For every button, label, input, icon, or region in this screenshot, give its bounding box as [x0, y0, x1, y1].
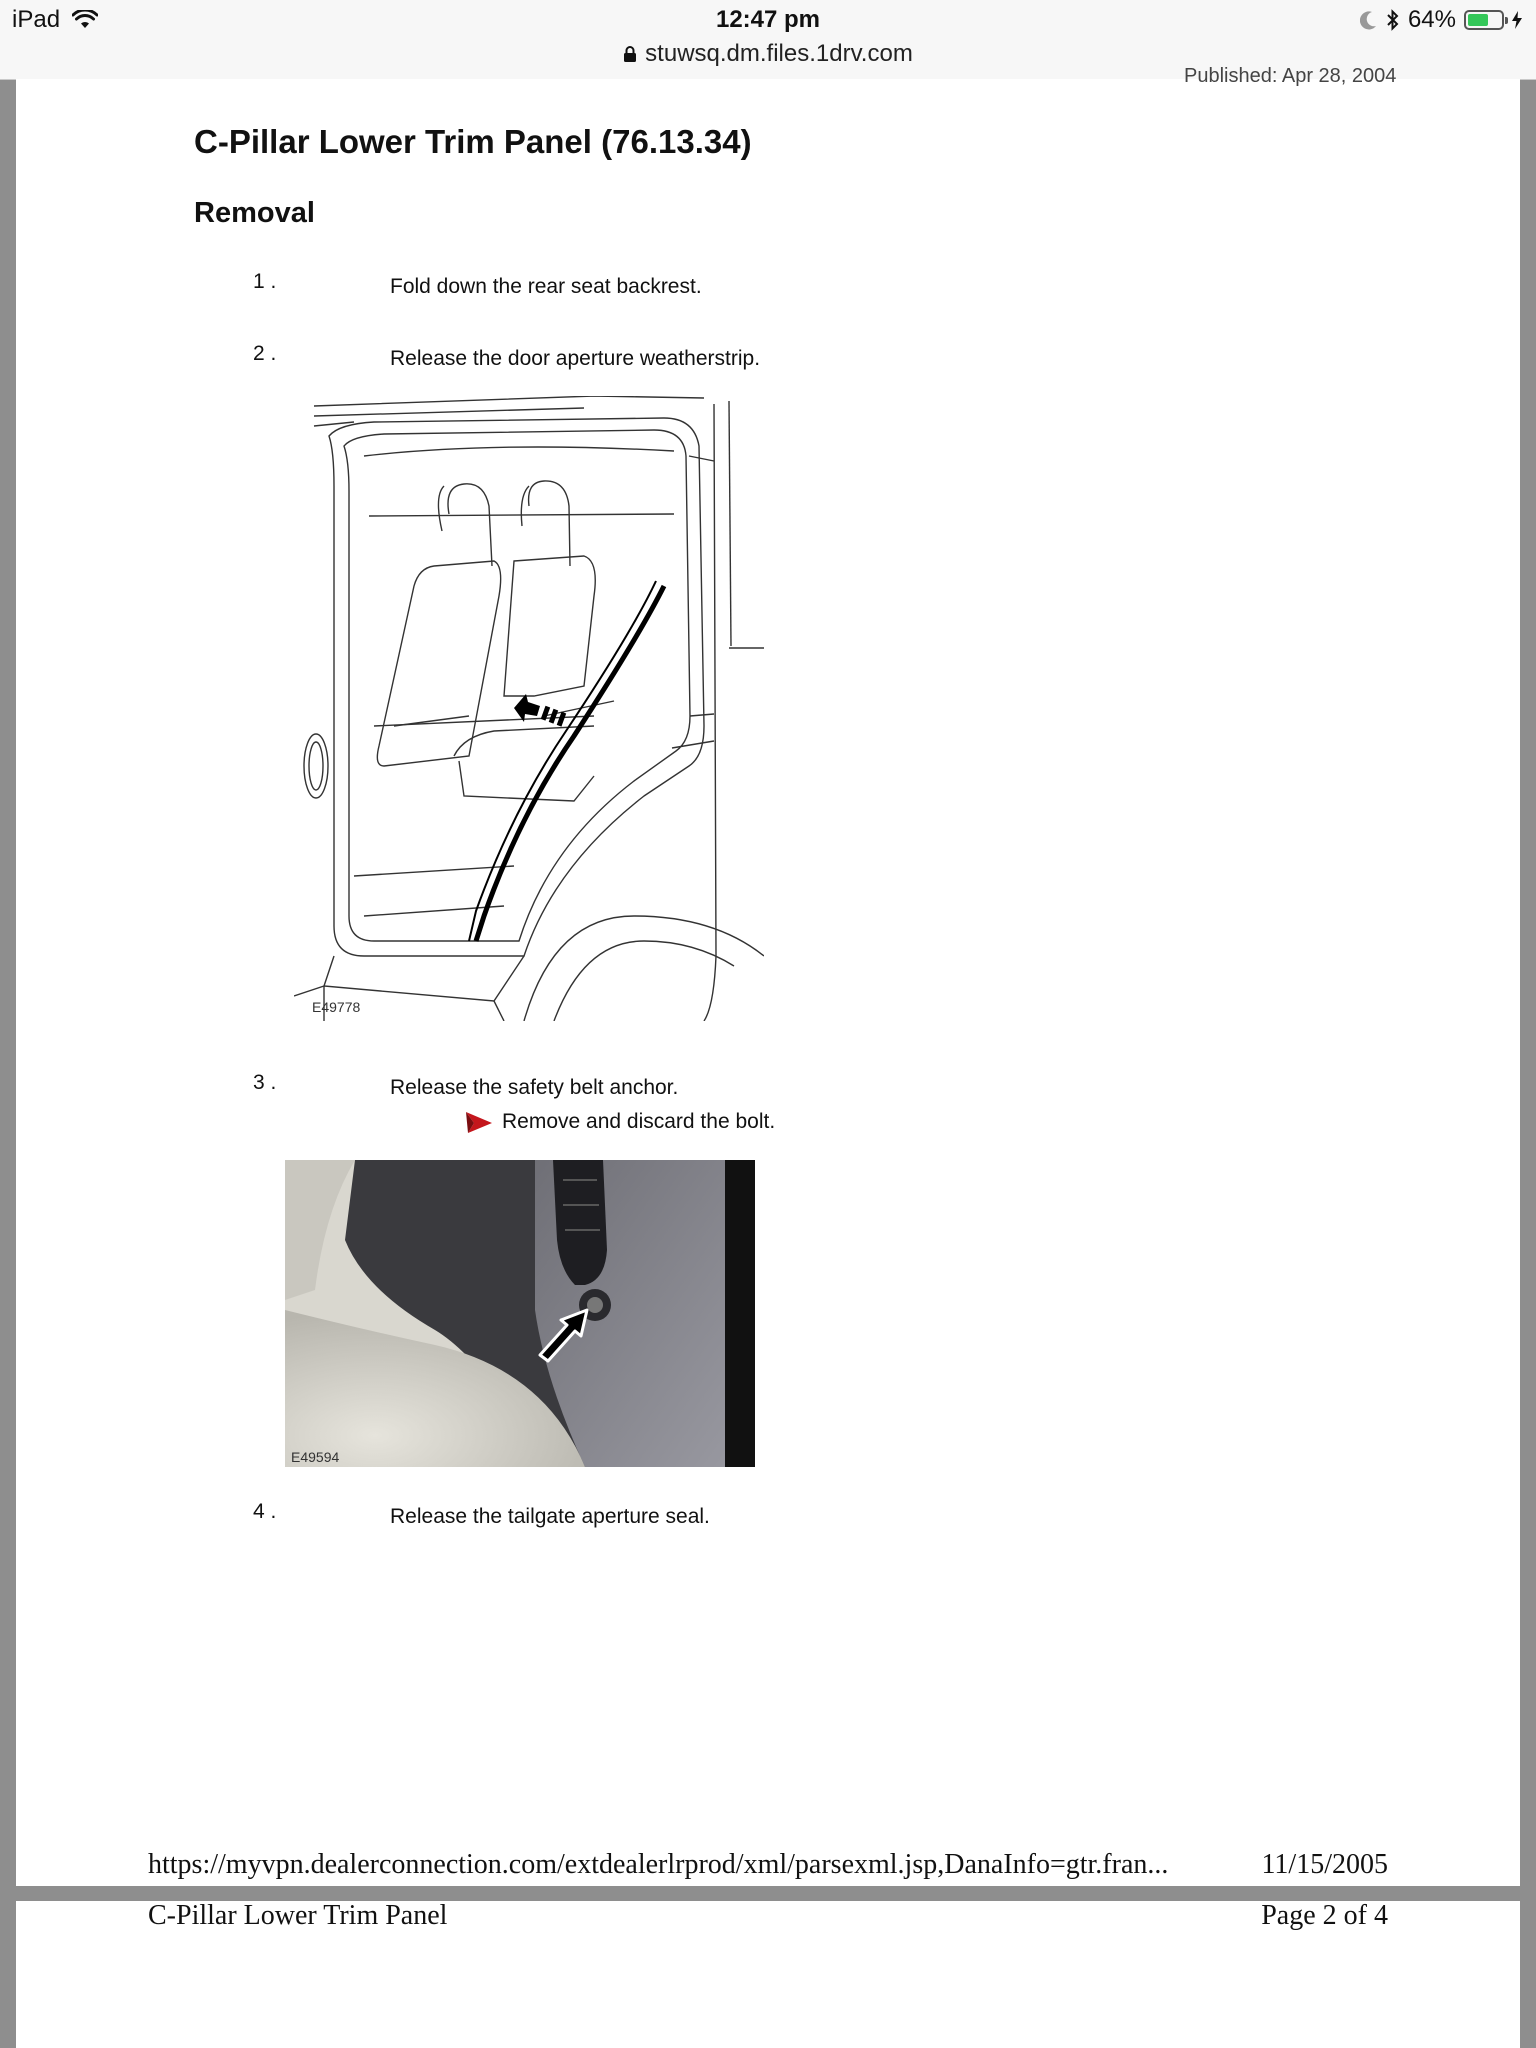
step-number: 4 .: [253, 1500, 277, 1523]
status-right: [1360, 6, 1522, 34]
figure-label: E49778: [312, 999, 361, 1015]
step-text: Release the door aperture weatherstrip.: [390, 347, 761, 370]
document-page-next: [16, 1901, 1520, 2048]
sub-step: [462, 1110, 775, 1134]
bluetooth-icon: [1386, 9, 1400, 31]
figure-label: E49594: [291, 1449, 340, 1465]
step-text: Release the safety belt anchor.: [390, 1076, 679, 1099]
page-footer: [148, 1849, 1388, 1881]
charging-icon: [1512, 11, 1522, 29]
footer-date: 11/15/2005: [1261, 1849, 1388, 1880]
step-number: 1 .: [253, 270, 277, 293]
footer-url: https://myvpn.dealerconnection.com/extdealerlrprod/xml/parsexml.jsp,DanaInfo=gtr.fran...: [148, 1849, 1169, 1880]
moon-icon: [1360, 10, 1378, 30]
url-text: stuwsq.dm.files.1drv.com: [645, 40, 913, 67]
step-number: 2 .: [253, 342, 277, 365]
step-number: 3 .: [253, 1071, 277, 1094]
battery-percent: 64%: [1407, 6, 1456, 33]
clock: 12:47 pm: [715, 6, 821, 33]
header-title: C-Pillar Lower Trim Panel: [148, 1900, 448, 1931]
published-header-cutoff: Published: Apr 28, 2004: [1184, 65, 1397, 87]
device-name: iPad: [12, 6, 61, 33]
figure-door-aperture: [294, 396, 764, 1021]
lock-icon: [623, 45, 637, 63]
section-heading: Removal: [194, 197, 315, 229]
page-title: C-Pillar Lower Trim Panel (76.13.34): [194, 123, 752, 160]
red-arrow-icon: [462, 1110, 494, 1134]
step-text: Release the tailgate aperture seal.: [390, 1505, 710, 1528]
battery-icon: [1464, 10, 1504, 30]
document-page: [16, 65, 1520, 1886]
address-bar[interactable]: [0, 40, 1536, 68]
page-number: Page 2 of 4: [1261, 1900, 1388, 1931]
figure-belt-anchor: [285, 1160, 755, 1467]
step-text: Fold down the rear seat backrest.: [390, 275, 702, 298]
page-header: [148, 1900, 1388, 1932]
sub-step-text: Remove and discard the bolt.: [502, 1110, 776, 1133]
